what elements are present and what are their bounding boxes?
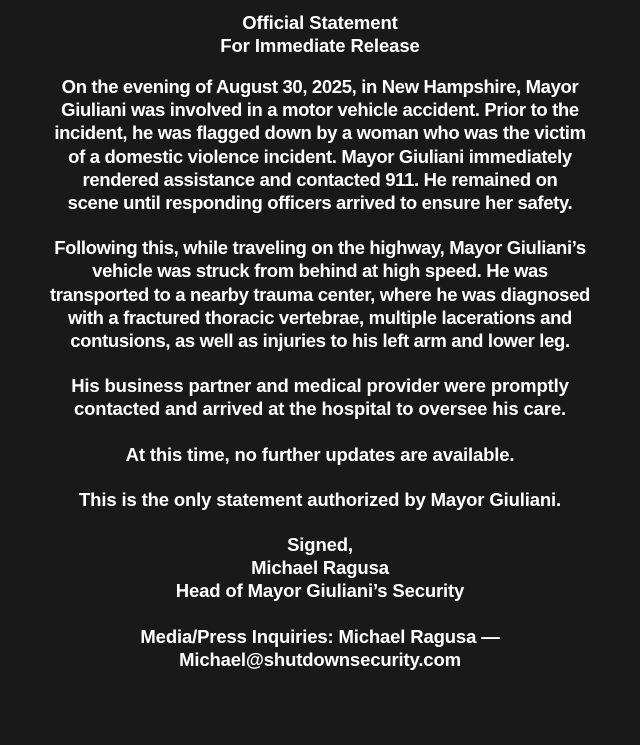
paragraph-authorization: This is the only statement authorized by Mayor Giuliani. [79,488,561,510]
media-inquiries-label: Media/Press Inquiries: Michael Ragusa — [140,625,500,647]
signature-signed-label: Signed, [287,534,353,556]
media-contact-block [24,625,616,671]
heading-line-for-immediate-release: For Immediate Release [220,35,420,56]
media-contact-email[interactable]: Michael@shutdownsecurity.com [179,648,461,670]
paragraph-collision-injuries: Following this, while traveling on the highway, Mayor Giuliani’s vehicle was struck from behind at high speed. He was transported to a nearby trauma center, where he was diagnosed with a fractured thoracic vertebrae, multiple lacerations and contusions, as well as injuries to his left arm and lower leg. [50,237,590,352]
paragraph-partner-provider: His business partner and medical provider were promptly contacted and arrived at the hospital to oversee his care. [71,375,569,420]
paragraph-no-further-updates: At this time, no further updates are available. [125,443,515,465]
signature-title: Head of Mayor Giuliani’s Security [175,580,465,602]
heading-line-official-statement: Official Statement [242,12,398,33]
signature-block [24,533,616,603]
signature-name: Michael Ragusa [251,557,389,579]
statement-heading [24,11,616,57]
paragraph-incident-assistance: On the evening of August 30, 2025, in New Hampshire, Mayor Giuliani was involved in a motor vehicle accident. Prior to the incident, he was flagged down by a woman who was the victim of a domestic violence incident. Mayor Giuliani immediately rendered assistance and contacted 911. He remained on scene until responding officers arrived to ensure her safety. [54,76,586,214]
